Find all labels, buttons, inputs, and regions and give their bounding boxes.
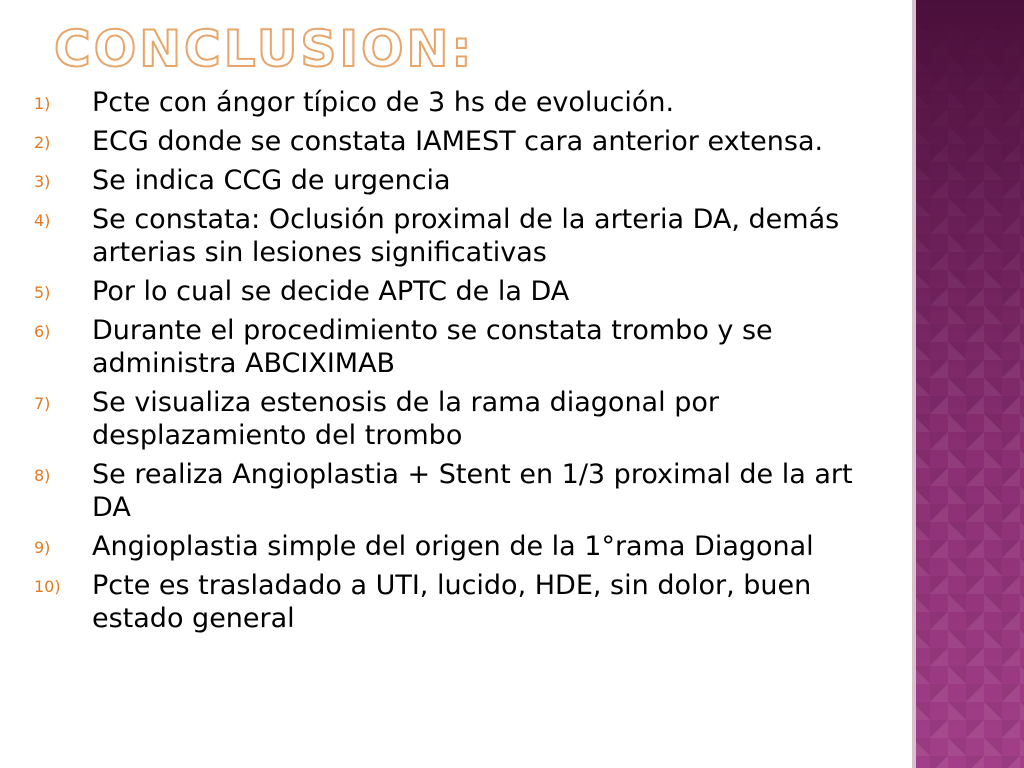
list-item-text: Se realiza Angioplastia + Stent en 1/3 proximal de la art DA [92,459,853,523]
list-item [34,86,884,119]
list-item-text: Pcte con ángor típico de 3 hs de evolución. [92,87,675,118]
list-item-number: 1) [34,94,51,113]
list-item-number: 5) [34,283,51,302]
list-item-number: 6) [34,322,51,341]
list-item-number: 9) [34,538,51,557]
list-item-text: Se constata: Oclusión proximal de la arteria DA, demás arterias sin lesiones significativas [92,204,840,268]
list-item-text: Se visualiza estenosis de la rama diagonal por desplazamiento del trombo [92,387,719,451]
list-item-text: Por lo cual se decide APTC de la DA [92,276,570,307]
slide-title: CONCLUSION: [54,20,475,78]
list-item-number: 10) [34,577,61,596]
list-item [34,386,884,452]
list-item [34,275,884,308]
list-item [34,164,884,197]
decorative-side-panel [912,0,1024,768]
side-panel-border [912,0,916,768]
list-item-number: 2) [34,133,51,152]
list-item-text: Angioplastia simple del origen de la 1°rama Diagonal [92,531,814,562]
list-item-text: Pcte es trasladado a UTI, lucido, HDE, sin dolor, buen estado general [92,570,812,634]
list-item-text: Se indica CCG de urgencia [92,165,451,196]
list-item [34,314,884,380]
conclusion-list [34,86,884,641]
list-item-number: 8) [34,466,51,485]
list-item [34,530,884,563]
list-item-number: 3) [34,172,51,191]
list-item-text: ECG donde se constata IAMEST cara anterior extensa. [92,126,824,157]
list-item-number: 7) [34,394,51,413]
list-item [34,458,884,524]
list-item [34,125,884,158]
list-item [34,569,884,635]
list-item [34,203,884,269]
list-item-text: Durante el procedimiento se constata trombo y se administra ABCIXIMAB [92,315,773,379]
diamond-pattern [912,0,1024,768]
list-item-number: 4) [34,211,51,230]
